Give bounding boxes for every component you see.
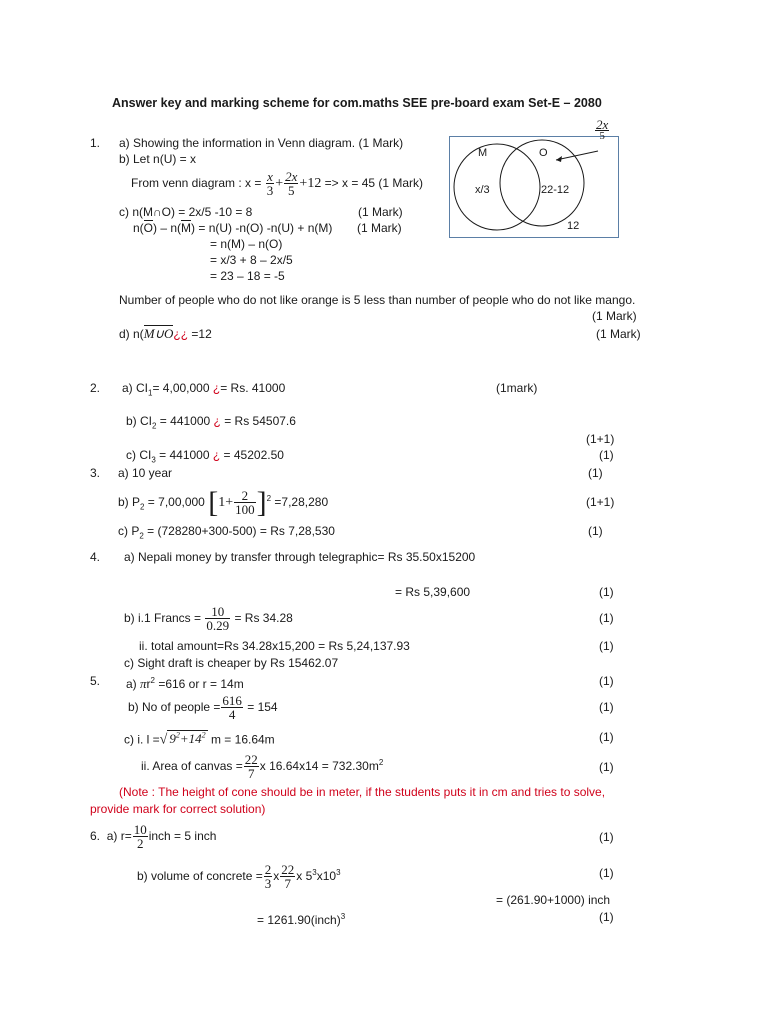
numerator: 22 [244,752,258,768]
q3-number: 3. [90,466,101,480]
text: x 16.64x14 = 732.30m [259,759,379,773]
numerator: 2 [264,862,272,878]
text: From venn diagram : x = [131,176,262,190]
exponent: 2 [266,494,272,503]
subscript: 2 [140,502,145,512]
q5-part-b [128,690,278,724]
q4-part-b-line2: ii. total amount=Rs 34.28x15,200 = Rs 5,24,137.93 [139,639,410,653]
sqrt-symbol: √ [159,732,168,748]
denominator: 7 [284,876,291,892]
q6-part-b-mark: (1) [599,866,614,880]
q1-part-d [119,327,212,341]
q1-part-c-line1: c) n(M∩O) = 2x/5 -10 = 8 [119,205,253,219]
q6-part-b [137,856,341,893]
q2-part-a [122,381,285,400]
q5-part-c-line2-mark: (1) [599,760,614,774]
q5-part-c [124,729,275,747]
denominator: 5 [599,130,605,142]
denominator: 3 [264,876,272,892]
exponent: 3 [312,868,317,877]
text: = Rs 54507.6 [220,414,296,428]
note-line2: provide mark for correct solution) [90,802,266,816]
q1-conclusion-mark: (1 Mark) [592,309,637,323]
q5-part-c-mark: (1) [599,730,614,744]
q1-part-b-line1: b) Let n(U) = x [119,152,197,166]
q5-part-a [126,674,244,691]
q2-part-b-mark: (1+1) [586,432,615,446]
venn-label-m: M [478,147,488,159]
q1-conclusion: Number of people who do not like orange is 5 less than number of people who do not like mango. [119,293,636,307]
venn-diagram [0,0,768,260]
q3-part-a: a) 10 year [118,466,173,480]
text: a) [126,677,141,691]
fraction [280,863,295,890]
exponent: 2 [378,758,384,767]
inverted-question-mark: ¿ [212,448,221,462]
q3-part-b-mark: (1+1) [586,495,615,509]
text: = 154 [243,700,278,714]
venn-region-right: 22-12 [541,184,570,196]
q5-part-b-mark: (1) [599,700,614,714]
arrow-head [556,156,562,162]
numerator: 616 [222,693,242,709]
q4-part-a-mark: (1) [599,585,614,599]
q1-part-a: a) Showing the information in Venn diagram. (1 Mark) [119,136,404,150]
subscript: 2 [152,421,157,431]
inverted-question-mark: ¿ [213,414,221,428]
venn-label-o: O [539,147,548,159]
text: c) i. l = [124,732,160,747]
text: = Rs 34.28 [231,611,293,625]
complement-m: M [181,221,192,235]
q1-part-c-line1-mark: (1 Mark) [358,205,403,219]
text: a) r= [106,829,132,843]
text: r [146,677,151,691]
text: d) n( [119,327,144,341]
exponent: 2 [201,731,206,740]
exponent: 2 [175,731,180,740]
text: n( [133,221,144,235]
q2-part-b [126,414,296,433]
text: = 7,00,000 [144,495,205,509]
text: = 441000 [156,414,214,428]
numerator: 10 [133,822,147,838]
q1-number: 1. [90,136,101,150]
exponent: 3 [340,912,346,921]
q4-part-b [124,602,293,634]
text: c) P [118,524,140,538]
text: 1+ [218,495,234,510]
fraction [234,489,256,516]
venn-top-fraction [594,119,610,142]
numerator: x [267,169,273,185]
q3-part-b [118,481,328,525]
text: = (728280+300-500) = Rs 7,28,530 [143,524,335,538]
text: ) – n( [153,221,182,235]
q3-part-a-mark: (1) [588,466,603,480]
denominator: 3 [266,183,274,199]
numerator: 2x [596,117,609,132]
text: b) volume of concrete = [137,869,263,883]
q1-part-c-line2-mark: (1 Mark) [357,221,402,235]
q2-part-a-mark: (1mark) [496,381,538,395]
q1-part-d-mark: (1 Mark) [596,327,641,341]
q2-part-c [126,448,284,467]
right-bracket: ] [256,485,267,519]
text: = 4,00,000 [152,381,213,395]
union-complement: M∪O [143,326,174,341]
text: m = 16.64m [207,732,275,747]
q4-part-b-mark: (1) [599,611,614,625]
q6-part-b-line2: = (261.90+1000) inch [496,893,611,907]
text: = 1261.90(inch) [257,913,341,927]
exponent: 2 [150,676,155,685]
q1-part-c-line3: = n(M) – n(O) [210,237,283,251]
text: +12 [299,176,322,191]
text: =12 [188,327,212,341]
q6-part-a-mark: (1) [599,830,614,844]
fraction [133,823,148,850]
note-line1: (Note : The height of cone should be in meter, if the students puts it in cm and tries to solve, [119,785,606,799]
left-bracket: [ [208,485,219,519]
text: = Rs. 41000 [220,381,286,395]
q3-part-c-mark: (1) [588,524,603,538]
text: x 5 [296,869,313,883]
denominator: 2 [136,836,144,852]
text: => x = 45 (1 Mark) [324,176,424,190]
q6-number: 6. [90,829,101,843]
complement-o: O [143,221,154,235]
q6-part-a [90,819,216,853]
text: b) CI [126,414,153,428]
circle-m [454,144,540,230]
q4-part-c: c) Sight draft is cheaper by Rs 15462.07 [124,656,339,670]
numerator: 22 [281,862,295,878]
numerator: 2x [285,169,298,185]
fraction [205,605,230,632]
numerator: 2 [234,489,256,503]
q3-part-c [118,524,335,543]
text: x10 [316,869,337,883]
text: ii. Area of canvas = [141,759,243,773]
denominator: 5 [288,183,295,199]
text: x [273,869,280,883]
q5-part-a-mark: (1) [599,674,614,688]
text: a) CI [122,381,149,395]
subscript: 1 [148,388,153,398]
subscript: 3 [151,455,156,465]
q1-part-c-line5: = 23 – 18 = -5 [210,269,285,283]
q2-number: 2. [90,381,101,395]
q5-number: 5. [90,674,101,688]
pi-symbol: π [140,676,147,691]
text: 9 [169,731,176,747]
subscript: 2 [139,531,144,541]
text: inch = 5 inch [148,829,217,843]
q5-part-c-line2 [141,746,383,783]
q1-part-c-line4: = x/3 + 8 – 2x/5 [210,253,293,267]
q6-part-b-line3 [257,910,345,927]
text: c) CI [126,448,152,462]
text: = 45202.50 [220,448,284,462]
text: b) i.1 Francs = [124,611,202,625]
radicand [167,730,207,746]
numerator: 10 [205,605,230,619]
text: =7,28,280 [271,495,329,509]
text: =616 or r = 14m [154,677,244,691]
text: + [275,176,284,191]
venn-outside: 12 [567,220,580,232]
q4-part-b-line2-mark: (1) [599,639,614,653]
fraction [595,119,609,142]
fraction [221,694,243,721]
text: ) = n(U) -n(O) -n(U) + n(M) [191,221,333,235]
exponent: 3 [336,868,341,877]
denominator: 100 [235,502,255,518]
fraction [264,863,273,890]
denominator: 4 [228,707,236,723]
q2-part-c-mark: (1) [599,448,614,462]
denominator: 0.29 [206,618,230,634]
q6-part-b-line3-mark: (1) [599,910,614,924]
q4-part-a-line2: = Rs 5,39,600 [395,585,471,599]
fraction [244,753,259,780]
inverted-question-mark: ¿ [212,381,221,395]
denominator: 7 [247,766,255,782]
venn-region-left: x/3 [475,184,490,196]
text: = 441000 [155,448,213,462]
inverted-question-mark: ¿¿ [173,327,189,341]
text: +14 [179,731,202,747]
q4-part-a: a) Nepali money by transfer through telegraphic= Rs 35.50x15200 [124,550,476,564]
text: b) P [118,495,141,509]
text: b) No of people = [128,700,221,714]
q4-number: 4. [90,550,101,564]
page-title: Answer key and marking scheme for com.maths SEE pre-board exam Set-E – 2080 [112,96,602,110]
